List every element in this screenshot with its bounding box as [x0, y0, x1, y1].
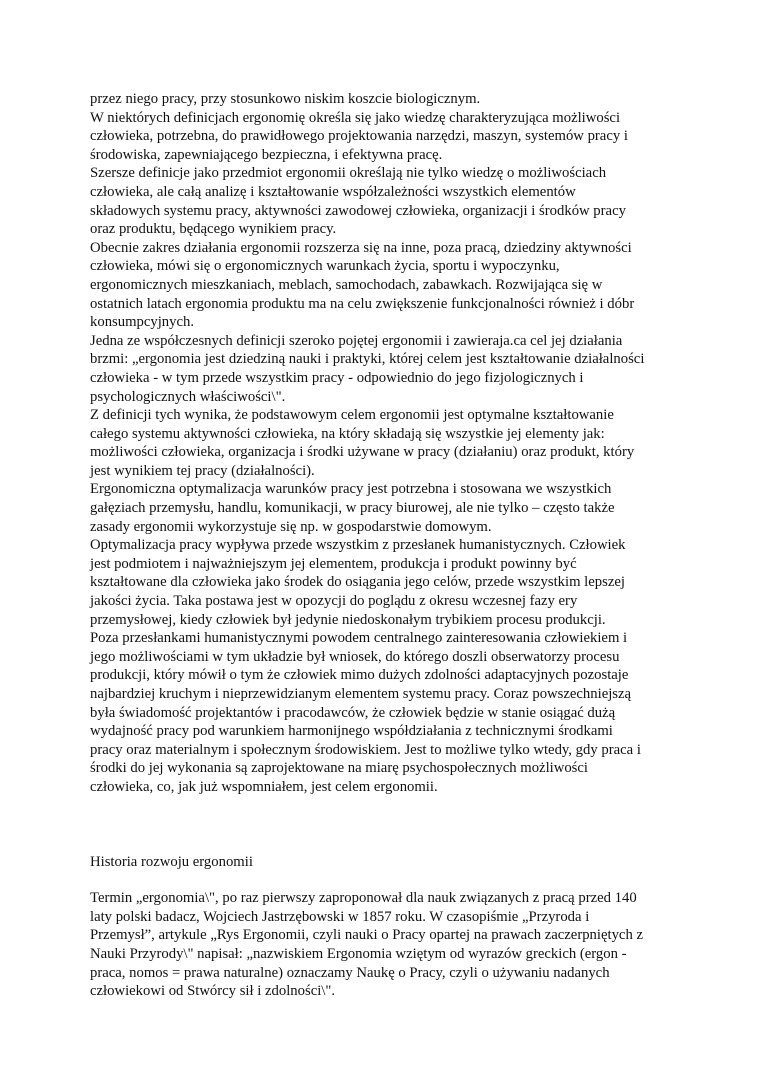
- text-line: środki do jej wykonania są zaprojektowane na miarę psychospołecznych możliwości: [90, 760, 588, 777]
- text-line: gałęziach przemysłu, handlu, komunikacji, w pracy biurowej, ale nie tylko – często także: [90, 500, 615, 517]
- text-line: laty polski badacz, Wojciech Jastrzębowski w 1857 roku. W czasopiśmie „Przyroda i: [90, 908, 590, 925]
- text-line: produkcji, który mówił o tym że człowiek mimo dużych zdolności adaptacyjnych pozostaje: [90, 667, 629, 684]
- text-line: Jedna ze współczesnych definicji szeroko pojętej ergonomii i zawieraja.ca cel jej działania: [90, 332, 623, 349]
- text-line: Szersze definicje jako przedmiot ergonomii określają nie tylko wiedzę o możliwościach: [90, 165, 607, 182]
- text-line: W niektórych definicjach ergonomię określa się jako wiedzę charakteryzująca możliwości: [90, 109, 621, 126]
- text-line: człowieka, mówi się o ergonomicznych warunkach życia, sportu i wypoczynku,: [90, 258, 560, 275]
- text-line: człowieka, potrzebna, do prawidłowego projektowania narzędzi, maszyn, systemów pracy i: [90, 128, 628, 145]
- text-line: przez niego pracy, przy stosunkowo niskim koszcie biologicznym.: [90, 91, 481, 107]
- text-line: była świadomość projektantów i pracodawców, że człowiek będzie w stanie osiągać dużą: [90, 704, 616, 721]
- blank-space: [90, 797, 680, 853]
- section-heading: Historia rozwoju ergonomii: [90, 853, 253, 870]
- body-text: [90, 90, 680, 797]
- text-line: Obecnie zakres działania ergonomii rozszerza się na inne, poza pracą, dziedziny aktywności: [90, 239, 632, 256]
- text-line: wydajność pracy pod warunkiem harmonijnego współdziałania z technicznymi środkami: [90, 723, 613, 740]
- text-line: człowiekowi od Stwórcy sił i zdolności\".: [90, 983, 336, 1000]
- text-line: konsumpcyjnych.: [90, 314, 195, 331]
- text-line: ostatnich latach ergonomia produktu ma na celu zwiększenie funkcjonalności również i dóbr: [90, 295, 635, 312]
- text-line: Ergonomiczna optymalizacja warunków pracy jest potrzebna i stosowana we wszystkich: [90, 481, 612, 498]
- text-line: Nauki Przyrody\" napisał: „nazwiskiem Ergonomia wziętym od wyrazów greckich (ergon -: [90, 945, 627, 962]
- text-line: psychologicznych właściwości\".: [90, 388, 286, 405]
- text-line: jego możliwościami w tym układzie był wniosek, do którego doszli obserwatorzy procesu: [90, 648, 620, 665]
- text-line: człowieka, co, jak już wspomniałem, jest celem ergonomii.: [90, 778, 438, 795]
- text-line: najbardziej kruchym i nieprzewidzianym elementem systemu pracy. Coraz powszechniejszą: [90, 686, 632, 702]
- text-line: zasady ergonomii wykorzystuje się np. w gospodarstwie domowym.: [90, 518, 492, 535]
- text-line: możliwości człowieka, organizacja i środki używane w pracy (działaniu) oraz produkt, który: [90, 444, 635, 461]
- text-line: oraz produktu, będącego wynikiem pracy.: [90, 221, 337, 238]
- text-line: człowieka, ale całą analizę i kształtowanie współzależności wszystkich elementów: [90, 183, 576, 200]
- text-line: ergonomicznych mieszkaniach, meblach, samochodach, zabawkach. Rozwijająca się w: [90, 276, 603, 293]
- text-line: brzmi: „ergonomia jest dziedziną nauki i praktyki, której celem jest kształtowanie działalności: [90, 351, 645, 368]
- text-line: Z definicji tych wynika, że podstawowym celem ergonomii jest optymalne kształtowanie: [90, 407, 614, 424]
- text-line: kształtowane dla człowieka jako środek do osiągania jego celów, przede wszystkim lepszej: [90, 574, 625, 591]
- text-line: przemysłowej, kiedy człowiek był jedynie niedoskonałym trybikiem procesu produkcji.: [90, 611, 606, 628]
- text-line: Optymalizacja pracy wypływa przede wszystkim z przesłanek humanistycznych. Człowiek: [90, 537, 626, 554]
- text-line: składowych systemu pracy, aktywności zawodowej człowieka, organizacji i środków pracy: [90, 202, 626, 219]
- text-line: Termin „ergonomia\", po raz pierwszy zaproponował dla nauk związanych z pracą przed 140: [90, 890, 637, 907]
- text-line: całego systemu aktywności człowieka, na który składają się wszystkie jej elementy jak:: [90, 425, 605, 442]
- text-line: jakości życia. Taka postawa jest w opozycji do poglądu z okresu wczesnej fazy ery: [90, 593, 578, 610]
- text-line: Przemysł”, artykule „Rys Ergonomii, czyli nauki o Pracy opartej na prawach zaczerpniętych z: [90, 927, 643, 944]
- text-line: pracy oraz materialnym i społecznym środowiskiem. Jest to możliwe tylko wtedy, gdy praca i: [90, 741, 641, 758]
- blank-line: [90, 871, 680, 889]
- text-line: jest podmiotem i najważniejszym jej elementem, produkcja i produkt powinny być: [90, 555, 577, 572]
- text-line: człowieka - w tym przede wszystkim pracy - odpowiednio do jego fizjologicznych i: [90, 369, 584, 386]
- text-line: Poza przesłankami humanistycznymi powodem centralnego zainteresowania człowiekiem i: [90, 630, 628, 647]
- text-line: środowiska, zapewniającego bezpieczna, i efektywna pracę.: [90, 146, 443, 163]
- document-page: [90, 90, 680, 1001]
- text-line: jest wynikiem tej pracy (działalności).: [90, 462, 315, 479]
- history-text: [90, 889, 680, 1001]
- text-line: praca, nomos = prawa naturalne) oznaczamy Naukę o Pracy, czyli o używaniu nadanych: [90, 964, 610, 981]
